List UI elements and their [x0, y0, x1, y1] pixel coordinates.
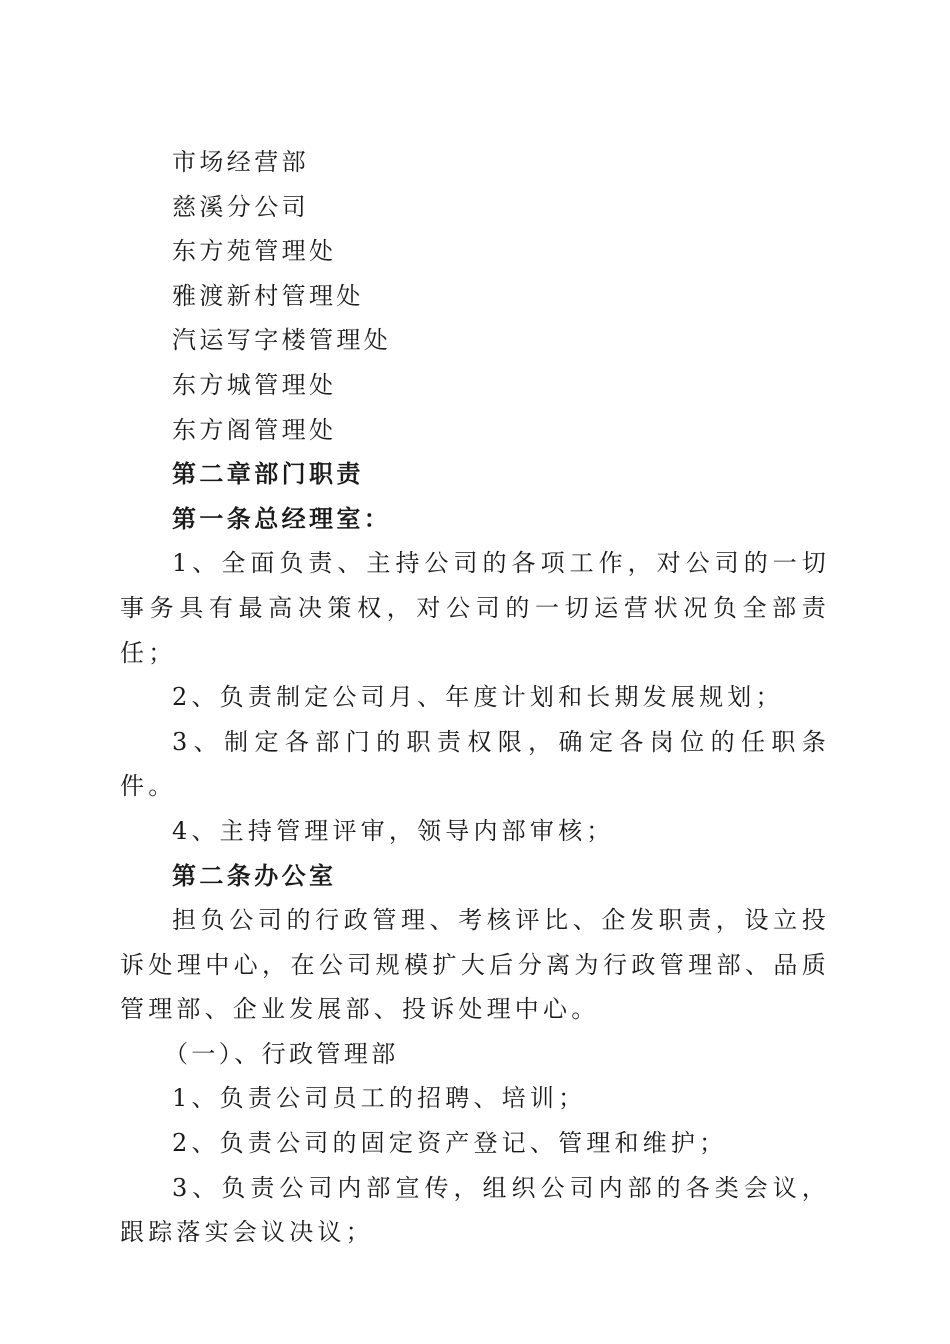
department-item: 东方苑管理处: [172, 237, 337, 266]
article1-item: 3、制定各部门的职责权限，确定各岗位的任职条件。: [120, 727, 830, 801]
article1-item: 1、全面负责、主持公司的各项工作，对公司的一切事务具有最高决策权，对公司的一切运营状况负全部责任；: [120, 549, 830, 667]
department-item: 东方城管理处: [172, 370, 337, 399]
department-item: 雅渡新村管理处: [172, 281, 364, 310]
department-item: 慈溪分公司: [172, 192, 309, 221]
section1-item: 1、负责公司员工的招聘、培训；: [172, 1084, 587, 1113]
department-item: 东方阁管理处: [172, 415, 337, 444]
section1-title: （一）、行政管理部: [164, 1039, 399, 1068]
department-item: 汽运写字楼管理处: [172, 326, 392, 355]
article1-item: 4、主持管理评审，领导内部审核；: [172, 816, 615, 845]
article1-item: 2、负责制定公司月、年度计划和长期发展规划；: [172, 683, 784, 712]
document-page: [120, 140, 830, 1255]
department-item: 市场经营部: [172, 148, 309, 176]
section1-item: 3、负责公司内部宣传，组织公司内部的各类会议，跟踪落实会议决议；: [120, 1173, 830, 1247]
article2-description: 担负公司的行政管理、考核评比、企发职责，设立投诉处理中心，在公司规模扩大后分离为行政管理部、品质管理部、企业发展部、投诉处理中心。: [120, 906, 830, 1024]
section1-item: 2、负责公司的固定资产登记、管理和维护；: [172, 1129, 728, 1158]
article1-title: 第一条总经理室：: [172, 503, 392, 533]
article2-title: 第二条办公室: [172, 860, 337, 890]
chapter-title: 第二章部门职责: [172, 459, 364, 489]
